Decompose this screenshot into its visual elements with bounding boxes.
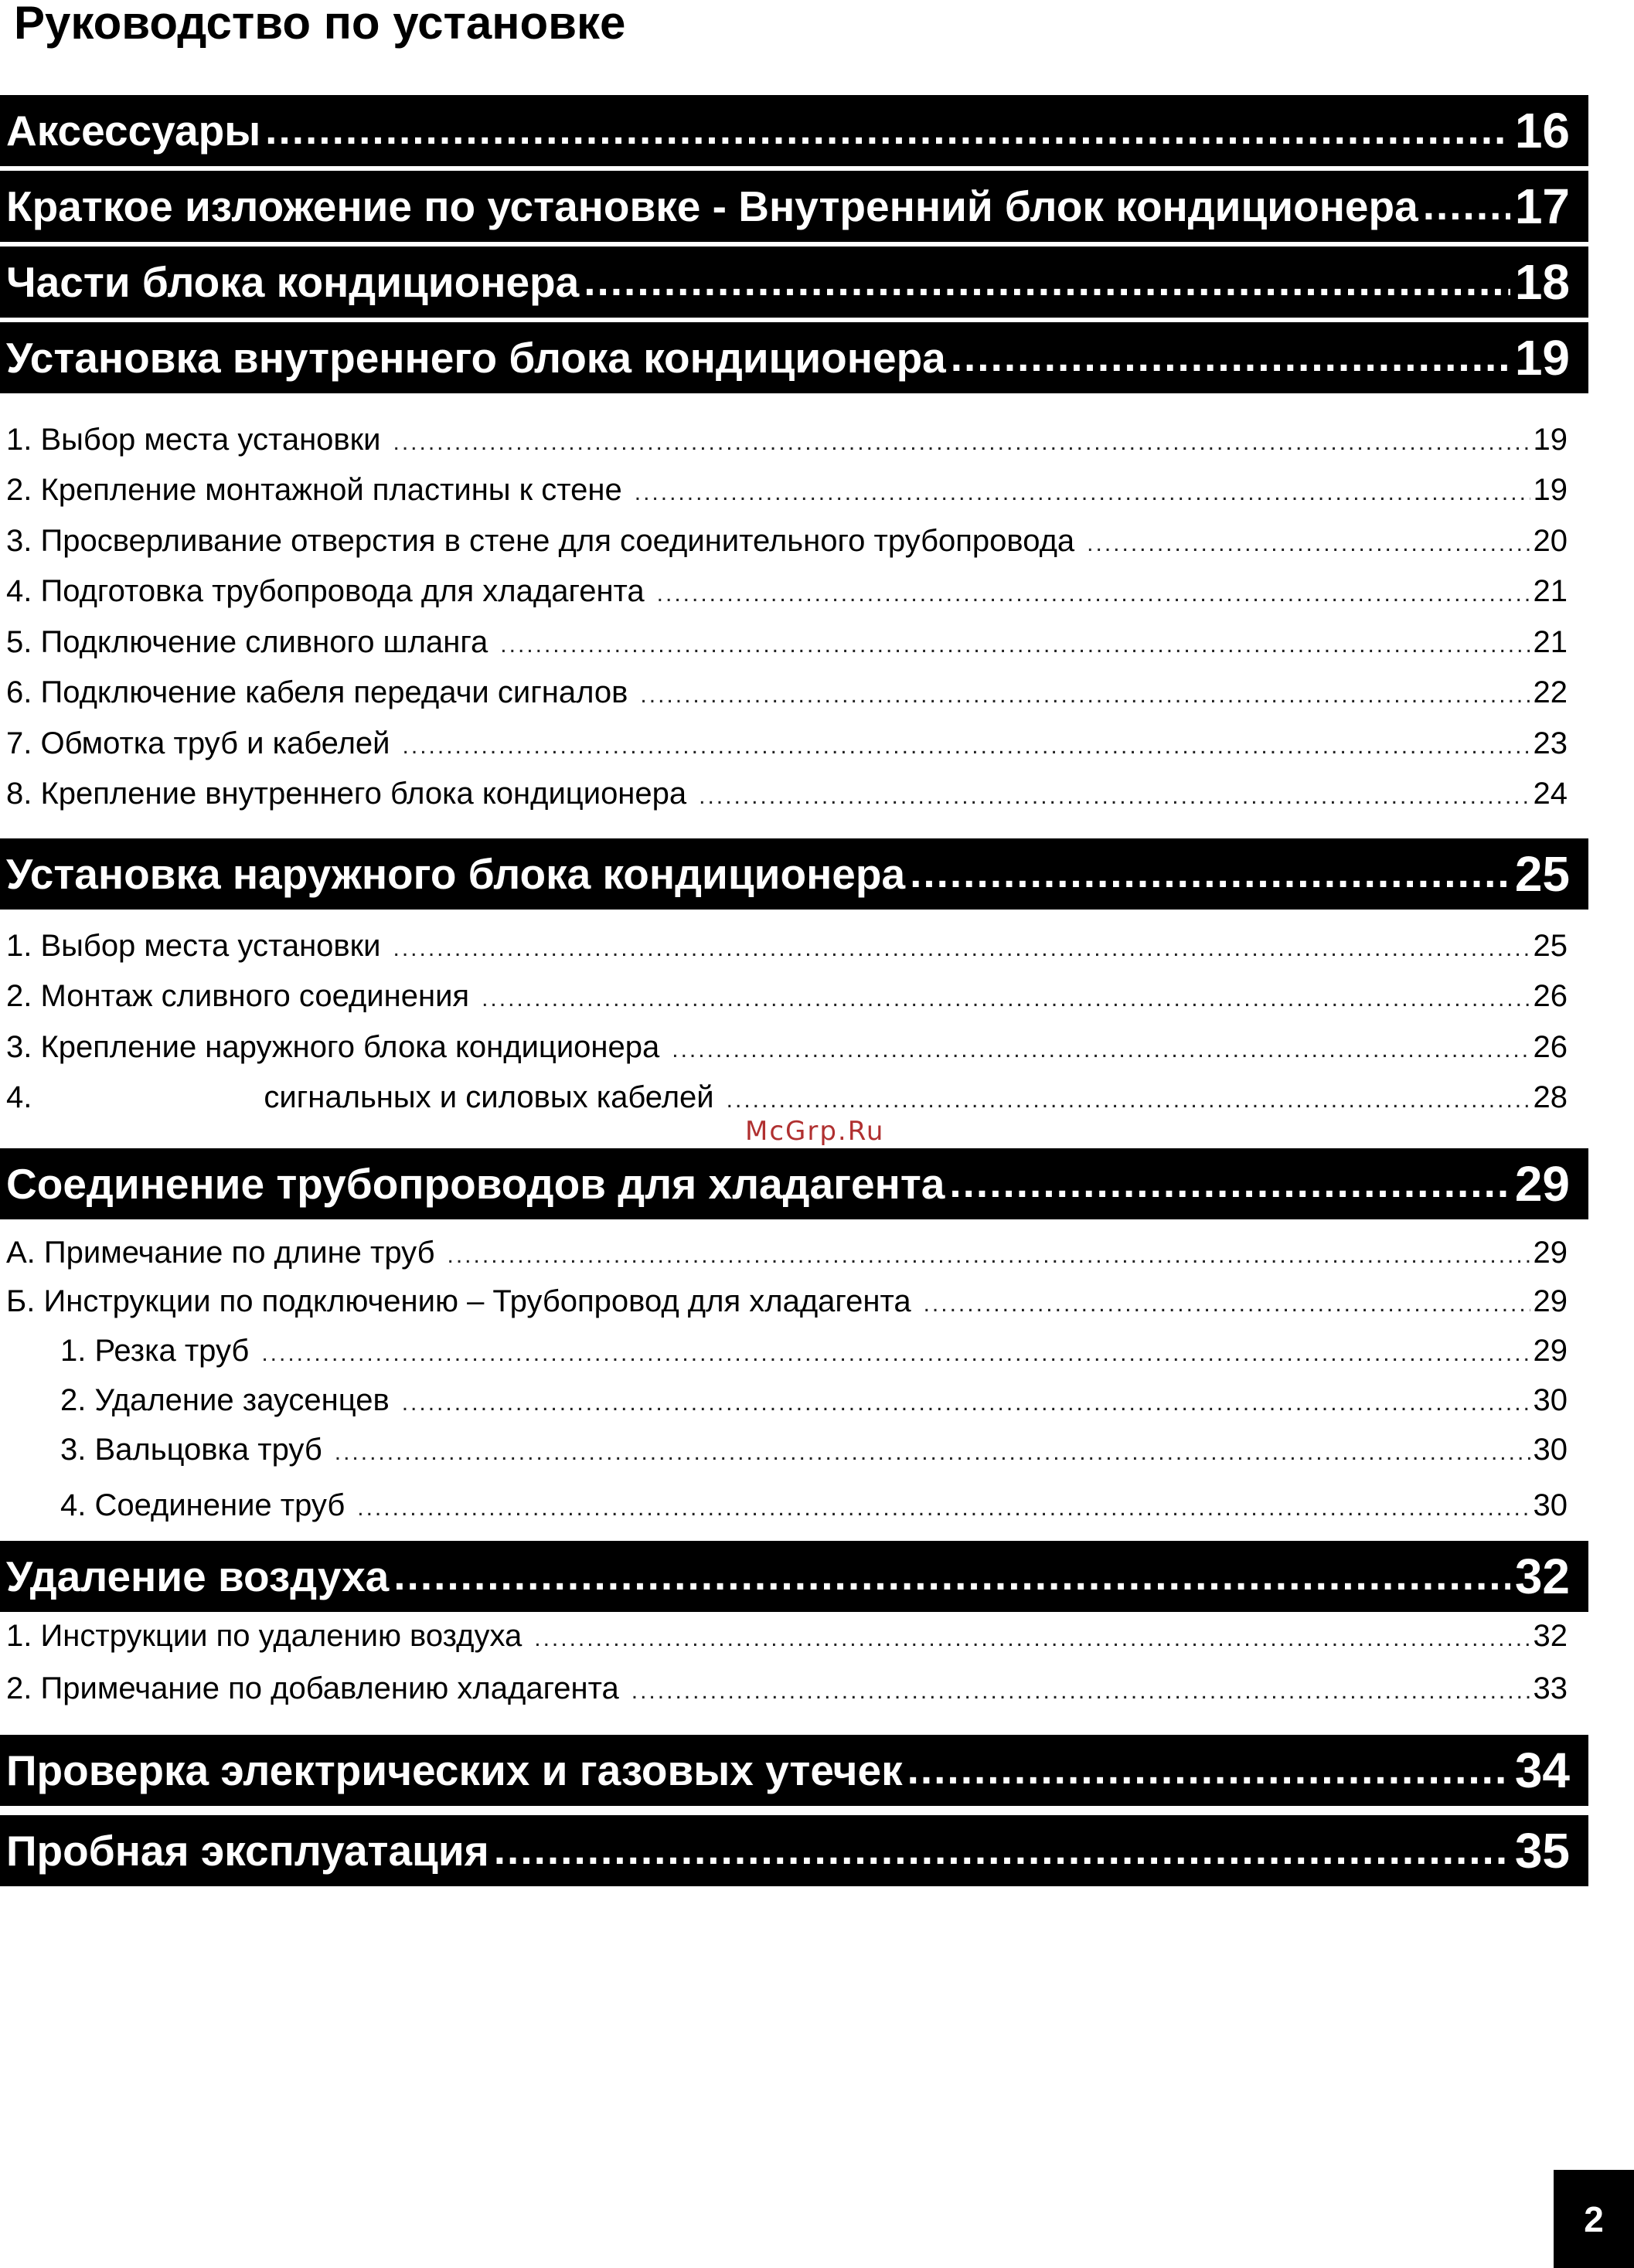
section-page: 16 [1514,103,1570,158]
section-title: Соединение трубопроводов для хладагента [6,1160,945,1208]
section-page: 17 [1514,179,1570,234]
item-page: 22 [1533,675,1568,709]
watermark: McGrp.Ru [745,1116,885,1147]
toc-item[interactable] [0,977,1568,1015]
toc-item[interactable] [0,724,1568,763]
page-number: 2 [1554,2170,1634,2268]
dot-leader [393,936,1530,962]
dot-leader [699,784,1530,810]
item-page: 19 [1533,422,1568,457]
item-number: 4. [6,1080,32,1114]
item-title: 1. Резка труб [60,1333,250,1368]
dot-leader [335,1440,1530,1466]
section-title: Удаление воздуха [6,1552,390,1600]
item-title: 1. Выбор места установки [6,928,381,963]
item-page: 32 [1533,1618,1568,1653]
item-page: 19 [1533,472,1568,507]
item-title: 2. Монтаж сливного соединения [6,978,470,1013]
dot-leader [631,1678,1530,1705]
toc-section-outdoor[interactable] [0,838,1588,910]
section-title: Аксессуары [6,107,261,155]
item-page: 23 [1533,726,1568,760]
dot-leader [402,1390,1530,1416]
dot-leader [635,480,1530,506]
item-page: 25 [1533,928,1568,963]
item-title: 1. Выбор места установки [6,422,381,457]
toc-item[interactable] [0,1282,1568,1321]
dot-leader [265,104,1510,154]
section-title: Краткое изложение по установке - Внутренний блок кондиционера [6,182,1418,230]
dot-leader [640,682,1530,709]
toc-item[interactable] [0,927,1568,965]
item-title: А. Примечание по длине труб [6,1235,435,1270]
toc-item[interactable] [0,623,1568,661]
section-page: 32 [1514,1549,1570,1604]
item-page: 29 [1533,1284,1568,1318]
section-page: 25 [1514,846,1570,902]
dot-leader [494,1824,1510,1874]
dot-leader [584,256,1510,305]
item-page: 30 [1533,1382,1568,1417]
toc-item[interactable] [0,673,1568,712]
item-title: 3. Крепление наружного блока кондиционера [6,1029,660,1064]
section-page: 34 [1514,1743,1570,1798]
item-title: 1. Инструкции по удалению воздуха [6,1618,523,1653]
toc-section-air[interactable] [0,1541,1588,1612]
dot-leader [949,1158,1510,1207]
item-title: 3. Просверливание отверстия в стене для соединительного трубопровода [6,523,1075,558]
dot-leader [657,581,1530,607]
item-title: 6. Подключение кабеля передачи сигналов [6,675,628,709]
dot-leader [393,1550,1510,1600]
item-page: 29 [1533,1235,1568,1270]
dot-leader [727,1087,1530,1114]
item-title: 2. Удаление заусенцев [60,1382,390,1417]
dot-leader [1087,531,1530,557]
item-page: 21 [1533,624,1568,659]
item-title: 8. Крепление внутреннего блока кондиционера [6,776,687,811]
toc-section-indoor[interactable] [0,322,1588,393]
item-title: 5. Подключение сливного шланга [6,624,488,659]
section-title: Проверка электрических и газовых утечек [6,1746,903,1794]
toc-item[interactable] [0,774,1568,813]
toc-item[interactable] [0,1028,1568,1066]
item-page: 21 [1533,573,1568,608]
toc-item[interactable] [0,1617,1568,1655]
toc-section-parts[interactable] [0,247,1588,318]
toc-section-summary[interactable] [0,171,1588,242]
item-page: 20 [1533,523,1568,558]
toc-item[interactable] [0,572,1568,610]
section-page: 35 [1514,1823,1570,1879]
toc-section-accessories[interactable] [0,95,1588,166]
dot-leader [357,1495,1530,1522]
dot-leader [910,848,1510,897]
item-page: 30 [1533,1432,1568,1467]
toc-section-trial[interactable] [0,1815,1588,1886]
item-title: 2. Примечание по добавлению хладагента [6,1671,619,1705]
item-page: 26 [1533,1029,1568,1064]
item-title: 4. Подготовка трубопровода для хладагента [6,573,645,608]
item-page: 24 [1533,776,1568,811]
dot-leader [403,733,1530,760]
item-title [6,1080,714,1115]
item-page: 33 [1533,1671,1568,1705]
section-title: Установка внутреннего блока кондиционера [6,334,946,382]
section-title: Части блока кондиционера [6,258,580,306]
dot-leader [951,332,1510,381]
toc-item[interactable] [0,1669,1568,1708]
dot-leader [534,1626,1530,1652]
item-title: Б. Инструкции по подключению – Трубопровод для хладагента [6,1284,911,1318]
toc-section-pipes[interactable] [0,1148,1588,1219]
item-title: 2. Крепление монтажной пластины к стене [6,472,622,507]
dot-leader [672,1037,1530,1063]
toc-item[interactable] [0,522,1568,560]
dot-leader [482,986,1530,1012]
item-page: 30 [1533,1488,1568,1522]
item-title: 3. Вальцовка труб [60,1432,322,1467]
dot-leader [448,1243,1530,1269]
dot-leader [924,1291,1530,1318]
toc-item[interactable] [0,1430,1568,1469]
item-title: 7. Обмотка труб и кабелей [6,726,390,760]
section-page: 29 [1514,1156,1570,1212]
toc-item[interactable] [0,1078,1568,1117]
toc-item[interactable] [0,420,1568,459]
item-page: 28 [1533,1080,1568,1114]
toc-item[interactable] [0,1233,1568,1272]
item-page: 29 [1533,1333,1568,1368]
section-page: 18 [1514,254,1570,310]
page-title: Руководство по установке [14,0,626,49]
dot-leader [1423,180,1510,230]
dot-leader [393,430,1530,456]
dot-leader [500,632,1530,658]
toc-section-leaks[interactable] [0,1735,1588,1806]
section-title: Установка наружного блока кондиционера [6,850,906,898]
dot-leader [907,1744,1510,1794]
section-page: 19 [1514,330,1570,386]
section-title: Пробная эксплуатация [6,1827,489,1875]
item-title: 4. Соединение труб [60,1488,346,1522]
toc-item[interactable] [0,471,1568,509]
toc-item[interactable] [0,1331,1568,1370]
item-title-text: сигнальных и силовых кабелей [264,1080,714,1114]
item-page: 26 [1533,978,1568,1013]
toc-item[interactable] [0,1486,1568,1525]
dot-leader [261,1341,1530,1367]
toc-item[interactable] [0,1381,1568,1420]
